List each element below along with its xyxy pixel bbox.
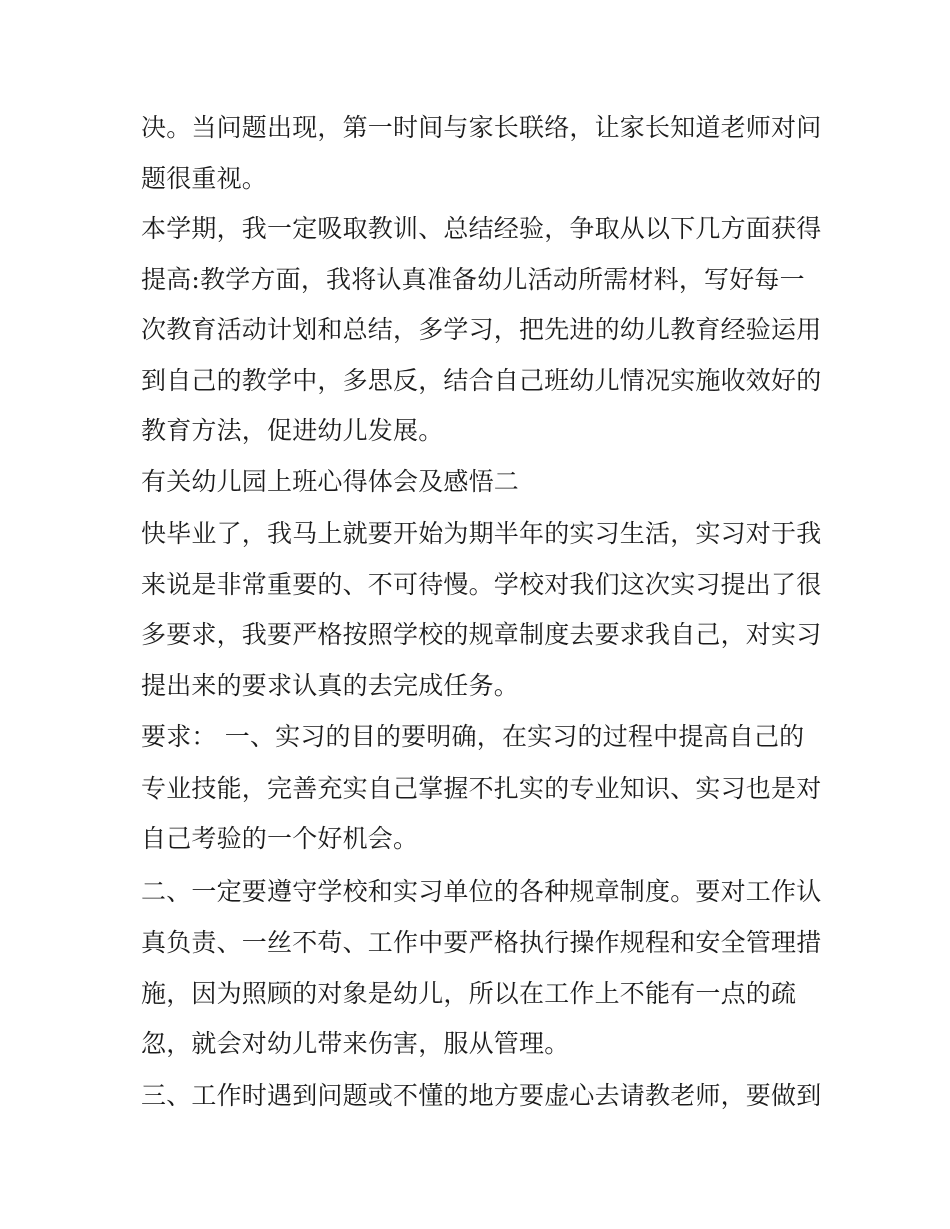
text-line: 施，因为照顾的对象是幼儿，所以在工作上不能有一点的疏	[141, 979, 797, 1008]
text-line: 决。当问题出现，第一时间与家长联络，让家长知道老师对问	[141, 113, 822, 142]
text-line: 多要求，我要严格按照学校的规章制度去要求我自己，对实习	[141, 620, 822, 649]
text-line: 题很重视。	[141, 164, 268, 193]
text-line: 次教育活动计划和总结，多学习，把先进的幼儿教育经验运用	[141, 315, 822, 344]
text-line: 到自己的教学中，多思反，结合自己班幼儿情况实施收效好的	[141, 366, 822, 395]
text-line: 专业技能，完善充实自己掌握不扎实的专业知识、实习也是对	[141, 774, 822, 803]
section-heading: 有关幼儿园上班心得体会及感悟二	[141, 467, 520, 496]
text-line: 三、工作时遇到问题或不懂的地方要虚心去请教老师，要做到	[141, 1081, 822, 1110]
text-line: 快毕业了，我马上就要开始为期半年的实习生活，实习对于我	[141, 519, 822, 548]
text-line: 本学期，我一定吸取教训、总结经验，争取从以下几方面获得	[141, 214, 822, 243]
text-line: 二、一定要遵守学校和实习单位的各种规章制度。要对工作认	[141, 877, 822, 906]
text-line: 来说是非常重要的、不可待慢。学校对我们这次实习提出了很	[141, 570, 822, 599]
text-line: 忽，就会对幼儿带来伤害，服从管理。	[141, 1029, 570, 1058]
text-line: 要求： 一、实习的目的要明确，在实习的过程中提高自己的	[141, 722, 805, 751]
text-line: 提高:教学方面，我将认真准备幼儿活动所需材料，写好每一	[141, 265, 805, 294]
text-line: 教育方法，促进幼儿发展。	[141, 416, 444, 445]
text-line: 真负责、一丝不苟、工作中要严格执行操作规程和安全管理措	[141, 928, 822, 957]
text-line: 自己考验的一个好机会。	[141, 824, 419, 853]
text-line: 提出来的要求认真的去完成任务。	[141, 671, 520, 700]
